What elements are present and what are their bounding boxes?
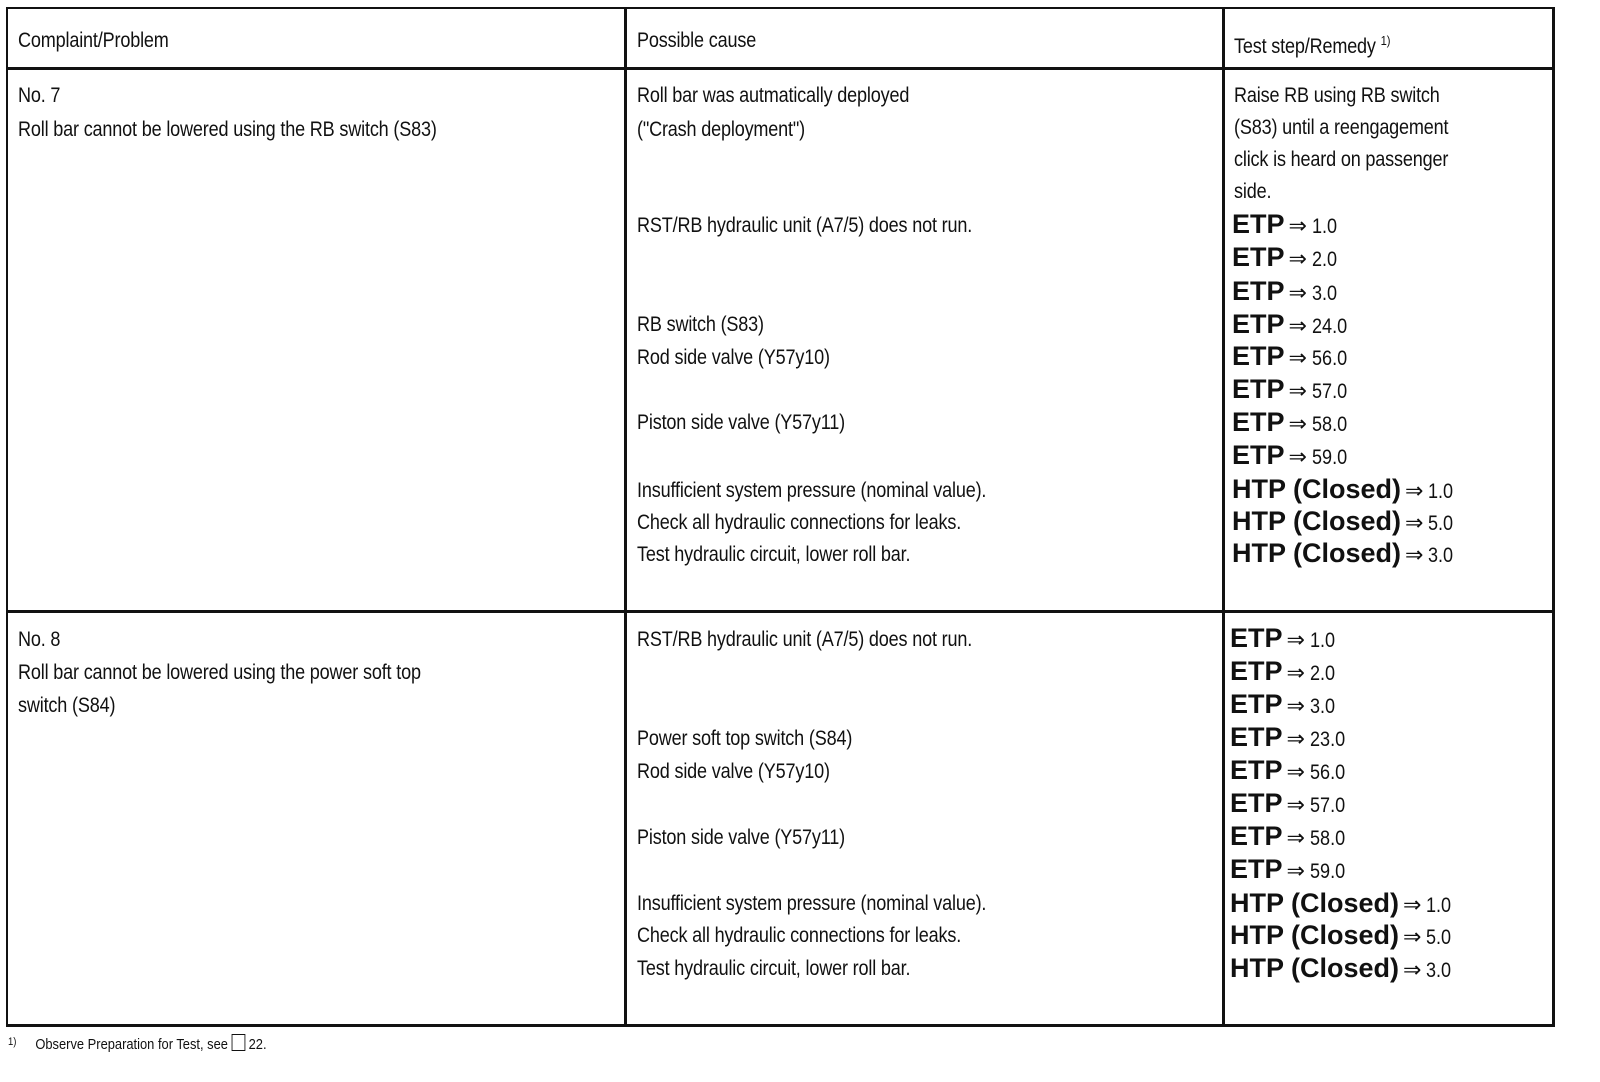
header-cause: Possible cause <box>637 29 757 52</box>
remedy-step: ETP ⇒ 2.0 <box>1230 656 1336 686</box>
remedy-step: ETP ⇒ 59.0 <box>1232 440 1348 470</box>
footnote-marker: 1) <box>8 1036 17 1048</box>
remedy-step: ETP ⇒ 1.0 <box>1232 209 1338 239</box>
remedy-step: ETP ⇒ 59.0 <box>1230 854 1346 884</box>
remedy-step: ETP ⇒ 23.0 <box>1230 722 1346 752</box>
cause-text: Insufficient system pressure (nominal value). <box>637 479 987 502</box>
cause-text: Rod side valve (Y57y10) <box>637 760 830 783</box>
row-divider <box>6 610 1555 613</box>
remedy-step: HTP (Closed) ⇒ 5.0 <box>1232 506 1454 536</box>
remedy-step: HTP (Closed) ⇒ 3.0 <box>1232 538 1454 568</box>
cause-text: ("Crash deployment") <box>637 118 805 141</box>
header-divider <box>6 67 1555 70</box>
cause-text: Piston side valve (Y57y11) <box>637 826 846 849</box>
cause-text: Roll bar was autmatically deployed <box>637 84 910 107</box>
remedy-text: click is heard on passenger <box>1234 148 1449 171</box>
header-remedy: Test step/Remedy $^{1)}$ <box>1234 33 1391 58</box>
remedy-step: ETP ⇒ 3.0 <box>1232 276 1338 306</box>
table-border-left <box>6 7 8 1027</box>
remedy-step: ETP ⇒ 56.0 <box>1232 341 1348 371</box>
column-divider-1 <box>624 7 627 1027</box>
remedy-step: ETP ⇒ 1.0 <box>1230 623 1336 653</box>
remedy-text: Raise RB using RB switch <box>1234 84 1440 107</box>
table-border-top <box>6 7 1554 9</box>
complaint-number: No. 8 <box>18 628 61 651</box>
table-border-right <box>1552 7 1555 1027</box>
remedy-step: ETP ⇒ 2.0 <box>1232 242 1338 272</box>
remedy-step: HTP (Closed) ⇒ 5.0 <box>1230 920 1452 950</box>
cause-text: Test hydraulic circuit, lower roll bar. <box>637 957 911 980</box>
complaint-text: Roll bar cannot be lowered using the RB switch (S83) <box>18 118 437 141</box>
complaint-number: No. 7 <box>18 84 61 107</box>
remedy-step: ETP ⇒ 58.0 <box>1232 407 1348 437</box>
cause-text: Insufficient system pressure (nominal value). <box>637 892 987 915</box>
cause-text: Power soft top switch (S84) <box>637 727 853 750</box>
cause-text: Test hydraulic circuit, lower roll bar. <box>637 543 911 566</box>
remedy-step: ETP ⇒ 56.0 <box>1230 755 1346 785</box>
remedy-step: HTP (Closed) ⇒ 3.0 <box>1230 953 1452 983</box>
footnote <box>8 1034 267 1053</box>
remedy-step: HTP (Closed) ⇒ 1.0 <box>1232 474 1454 504</box>
cause-text: Check all hydraulic connections for leaks. <box>637 511 962 534</box>
footnote-ref: 1) <box>1380 33 1391 48</box>
complaint-text: switch (S84) <box>18 694 116 717</box>
cause-text: Rod side valve (Y57y10) <box>637 346 830 369</box>
remedy-step: HTP (Closed) ⇒ 1.0 <box>1230 888 1452 918</box>
cause-text: RB switch (S83) <box>637 313 764 336</box>
remedy-step: ETP ⇒ 58.0 <box>1230 821 1346 851</box>
remedy-step: ETP ⇒ 57.0 <box>1230 788 1346 818</box>
cause-text: Piston side valve (Y57y11) <box>637 411 846 434</box>
cause-text: RST/RB hydraulic unit (A7/5) does not run. <box>637 214 973 237</box>
remedy-step: ETP ⇒ 57.0 <box>1232 374 1348 404</box>
remedy-text: side. <box>1234 180 1272 203</box>
footnote-page: 22. <box>248 1036 267 1053</box>
book-reference-icon <box>231 1034 245 1051</box>
remedy-step: ETP ⇒ 24.0 <box>1232 309 1348 339</box>
remedy-step: ETP ⇒ 3.0 <box>1230 689 1336 719</box>
column-divider-2 <box>1222 7 1225 1027</box>
table-border-bottom <box>6 1024 1555 1027</box>
remedy-text: (S83) until a reengagement <box>1234 116 1449 139</box>
cause-text: RST/RB hydraulic unit (A7/5) does not run. <box>637 628 973 651</box>
complaint-text: Roll bar cannot be lowered using the power soft top <box>18 661 421 684</box>
footnote-text: Observe Preparation for Test, see <box>35 1036 228 1053</box>
header-complaint: Complaint/Problem <box>18 29 169 52</box>
cause-text: Check all hydraulic connections for leaks. <box>637 924 962 947</box>
